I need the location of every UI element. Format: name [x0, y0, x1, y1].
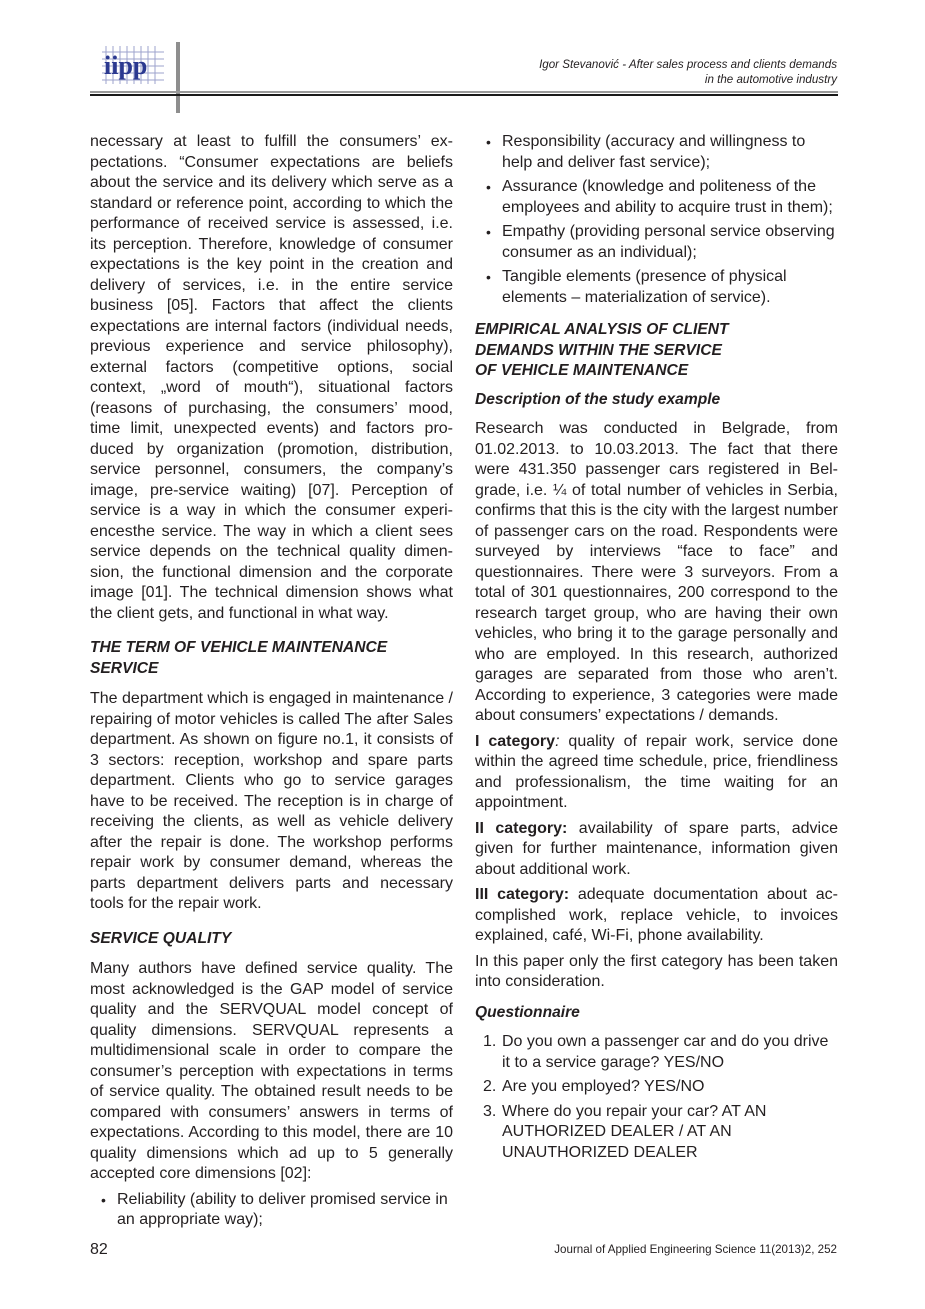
list-item-text: Reliability (ability to deliver promised service in an appropriate way); — [117, 1190, 448, 1228]
question-item — [475, 1102, 838, 1164]
question-text: Are you employed? YES/NO — [502, 1078, 705, 1095]
iipp-logo-graphic — [102, 46, 164, 84]
category-1-paragraph — [475, 732, 838, 814]
category-1-label: I category — [475, 732, 556, 750]
running-head-line2: in the automotive industry — [704, 73, 837, 86]
list-item-text: Responsibility (accuracy and willingness to help and deliver fast service); — [502, 133, 806, 171]
bullet-icon: • — [101, 1191, 106, 1208]
category-1-text: quality of repair work, service done within the agreed time schedule, price, friendliness and professionalism, the time waiting for an appointment. — [475, 732, 838, 811]
section-heading-empirical-analysis — [475, 320, 838, 382]
list-item-text: Assurance (knowledge and politeness of the employees and ability to acquire trust in them); — [502, 178, 833, 216]
category-3-label: III category: — [475, 886, 570, 903]
iipp-logo — [102, 46, 164, 84]
service-quality-paragraph: Many authors have defined service quality. The most acknowledged is the GAP model of service quality and the SERVQUAL model concept of quality dimensions. SERVQUAL represents a multidimensional scale in order to compare the consumer’s perception with expectations in terms of service quality. The obtained result needs to be compared with consumers’ answers in terms of expectations. According to this model, there are 10 quality dimensions which ad up to 5 generally accepted core dimensions [02]: — [90, 960, 453, 1182]
bullet-icon: • — [486, 179, 491, 195]
header-rule-thin — [90, 91, 838, 93]
question-item — [475, 1032, 838, 1073]
bullet-icon: • — [486, 224, 491, 240]
section-heading-vehicle-maintenance: THE TERM OF VEHICLE MAINTENANCE SERVICE — [90, 639, 388, 677]
category-3-paragraph — [475, 885, 838, 947]
heading-line: EMPIRICAL ANALYSIS OF CLIENT — [475, 321, 729, 338]
category-2-label: II category: — [475, 819, 568, 837]
question-number: 2. — [483, 1078, 497, 1095]
question-text: Where do you repair your car? AT AN AUTHORIZED DEALER / AT AN UNAUTHORIZED DEALER — [502, 1102, 767, 1161]
question-number: 3. — [483, 1102, 497, 1120]
bullet-icon: • — [486, 269, 491, 285]
bullet-icon: • — [486, 134, 491, 150]
section-heading-service-quality: SERVICE QUALITY — [90, 929, 232, 947]
heading-line: DEMANDS WITHIN THE SERVICE — [475, 341, 722, 359]
closing-paragraph: In this paper only the first category has been taken into consideration. — [475, 952, 838, 990]
category-3-text: adequate documentation about accomplished work, replace vehicle, to invoices explained, café, Wi-Fi, phone availability. — [475, 886, 838, 944]
quality-dimensions-list-left — [90, 1190, 453, 1231]
study-paragraph: Research was conducted in Belgrade, from 01.02.2013. to 10.03.2013. The fact that there were 431.350 passenger cars registered in Belgrade, i.e. ¼ of total number of vehicles in Serbia, confirms that this is the city with the largest number of passenger cars on the road. Respondents were surveyed by interviews “face to face” and questionnaires. There were 3 surveyors. From a total of 301 questionnaires, 200 correspond to the research target group, who are having their own vehicles, who bring it to the garage personally and who are employed. In this research, authorized garages are separated from those who aren’t. According to experience, 3 categories were made about consumers’ expectations / demands. — [475, 420, 838, 724]
list-item — [475, 222, 838, 263]
journal-citation: Journal of Applied Engineering Science 11(2013)2, 252 — [554, 1243, 837, 1256]
list-item — [90, 1190, 453, 1231]
category-2-paragraph — [475, 819, 838, 881]
question-item — [475, 1077, 838, 1098]
intro-paragraph: necessary at least to fulfill the consumers’ expectations. “Consumer expectations are beliefs about the service and its delivery which serve as a standard or reference point, according to which the performance of received service is assessed, i.e. its perception. Therefore, knowledge of consumer expectations is the key point in the creation and delivery of services, i.e. in the entire service business [05]. Factors that affect the clients expectations are internal factors (individual needs, previous experience and service philosophy), external factors (competitive options, social context, „word of mouth“), situational factors (reasons of purchasing, the consumers’ mood, time limit, unexpected events) and factors produced by organization (promotion, distribution, service personnel, consumers, the company’s image, pre-service waiting) [07]. Perception of service is a way in which the consumer experiencesthe service. The way in which a client sees service depends on the technical quality dimension, the functional dimension and the corporate image [01]. The technical dimension shows what the client gets, and functional in what way. — [90, 133, 453, 622]
header-vertical-divider — [176, 42, 180, 113]
heading-line: OF VEHICLE MAINTENANCE — [475, 362, 689, 379]
page-number: 82 — [90, 1241, 108, 1258]
running-head-line1: Igor Stevanović - After sales process and clients demands — [539, 58, 837, 71]
header-rule-thick — [90, 94, 838, 96]
questionnaire-list — [475, 1032, 838, 1163]
list-item-text: Empathy (providing personal service observing consumer as an individual); — [502, 223, 835, 261]
list-item — [475, 132, 838, 173]
list-item-text: Tangible elements (presence of physical elements – materialization of service). — [502, 268, 787, 306]
question-number: 1. — [483, 1033, 497, 1050]
quality-dimensions-list-right — [475, 132, 838, 308]
vehicle-maintenance-paragraph: The department which is engaged in maintenance / repairing of motor vehicles is called The after Sales department. As shown on figure no.1, it consists of 3 sectors: reception, workshop and spare parts department. Clients who go to service garages have to be received. The reception is in charge of receiving the clients, as well as vehicle delivery after the repair is done. The workshop performs repair work by consumer demand, whereas the parts department delivers parts and necessary tools for the repair work. — [90, 690, 453, 912]
logo-text: iipp — [104, 51, 148, 80]
running-head — [539, 57, 837, 87]
list-item — [475, 267, 838, 308]
left-column — [90, 132, 453, 1235]
subheading-study-example: Description of the study example — [475, 390, 721, 408]
right-column — [475, 132, 838, 1167]
subheading-questionnaire: Questionnaire — [475, 1003, 580, 1021]
category-1-separator: : — [555, 732, 560, 750]
list-item — [475, 177, 838, 218]
question-text: Do you own a passenger car and do you drive it to a service garage? YES/NO — [502, 1033, 829, 1071]
category-2-text: availability of spare parts, advice given for further maintenance, information given about additional work. — [475, 819, 839, 878]
